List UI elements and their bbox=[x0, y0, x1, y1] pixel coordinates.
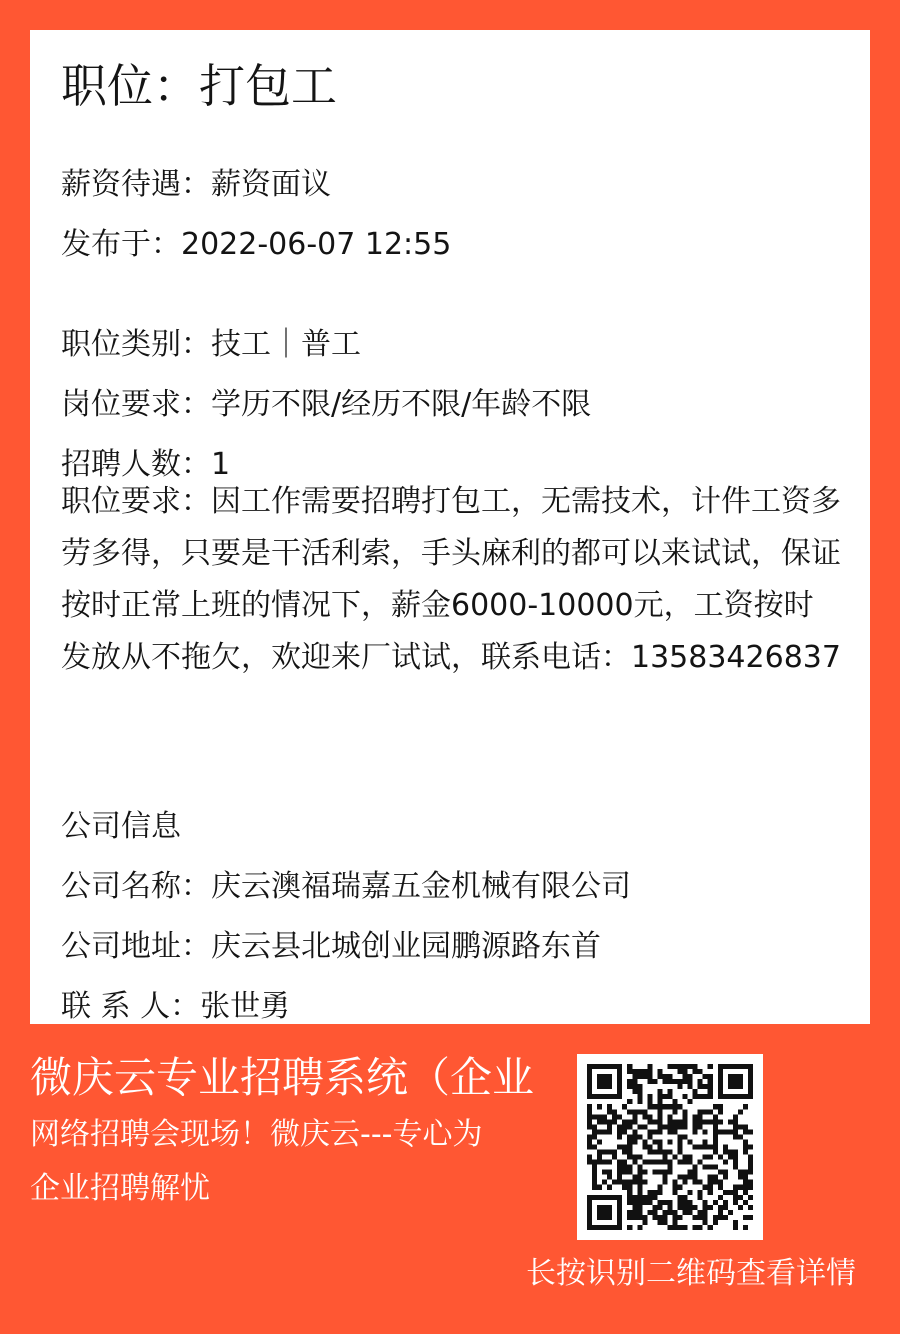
footer-subtitle: 网络招聘会现场！微庆云---专心为企业招聘解忧 bbox=[30, 1117, 483, 1206]
job-description: 职位要求：因工作需要招聘打包工，无需技术，计件工资多劳多得，只要是干活利索，手头麻利的都可以来试试，保证按时正常上班的情况下，薪金6000-10000元，工资按时发放从不拖欠，欢迎来厂试试，联系电话：13583426837 bbox=[61, 484, 841, 675]
category-line: 职位类别：技工｜普工 bbox=[61, 327, 361, 362]
footer-banner bbox=[0, 1024, 900, 1334]
footer-headline: 微庆云专业招聘系统（企业 bbox=[30, 1053, 535, 1102]
company-address-line: 公司地址：庆云县北城创业园鹏源路东首 bbox=[61, 929, 601, 964]
qr-code[interactable] bbox=[577, 1054, 763, 1240]
job-title: 职位：打包工 bbox=[61, 59, 337, 113]
qr-hint: 长按识别二维码查看详情 bbox=[526, 1256, 856, 1291]
posted-line: 发布于：2022-06-07 12:55 bbox=[61, 227, 452, 262]
qr-code-icon bbox=[587, 1064, 753, 1230]
salary-line: 薪资待遇：薪资面议 bbox=[61, 167, 331, 202]
headcount-line: 招聘人数：1 bbox=[61, 447, 231, 482]
company-section-label: 公司信息 bbox=[61, 809, 181, 844]
contact-person-line: 联 系 人：张世勇 bbox=[61, 989, 291, 1024]
job-card bbox=[30, 30, 870, 1024]
company-name-line: 公司名称：庆云澳福瑞嘉五金机械有限公司 bbox=[61, 869, 631, 904]
requirements-line: 岗位要求：学历不限/经历不限/年龄不限 bbox=[61, 387, 592, 422]
